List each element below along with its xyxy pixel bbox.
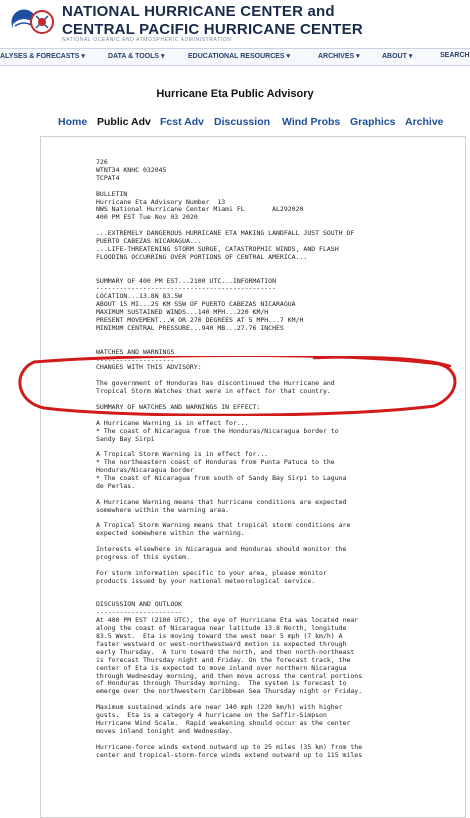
advisory-line: SUMMARY OF 400 PM EST...2100 UTC...INFORMATION [96,276,277,285]
tab-archive[interactable]: Archive [405,116,444,128]
advisory-line: The government of Honduras has discontinued the Hurricane and [96,379,335,388]
tab-public-adv[interactable]: Public Adv [97,116,151,128]
advisory-line: ---------------------------------------------- [96,284,277,293]
advisory-line: DISCUSSION AND OUTLOOK [96,600,183,609]
advisory-line: 400 PM EST Tue Nov 03 2020 [96,213,198,222]
tab-home[interactable]: Home [58,116,88,128]
advisory-line: Tropical Storm Watches that were in effect for that country. [96,387,331,396]
advisory-line: de Perlas. [96,481,136,490]
advisory-line: WATCHES AND WARNINGS [96,347,175,356]
advisory-line: CHANGES WITH THIS ADVISORY: [96,363,202,372]
advisory-line: Honduras/Nicaragua border [96,466,194,475]
advisory-line: ---------------------- [96,608,183,617]
advisory-line: A Tropical Storm Warning means that tropical storm conditions are [96,521,351,530]
advisory-line: MINIMUM CENTRAL PRESSURE...940 MB...27.76 INCHES [96,323,284,332]
nav-search[interactable]: SEARCH [440,52,470,59]
advisory-line: PUERTO CABEZAS NICARAGUA... [96,237,202,245]
advisory-line: somewhere within the warning area. [96,505,230,514]
site-header [0,0,470,44]
advisory-line: ...LIFE-THREATENING STORM SURGE, CATASTROPHIC WINDS, AND FLASH [96,244,339,253]
advisory-line: * The northeastern coast of Honduras from Punta Patuca to the [96,458,335,467]
advisory-line: Interests elsewhere in Nicaragua and Honduras should monitor the [96,545,347,554]
advisory-line: Hurricane-force winds extend outward up to 25 miles (35 km) from the [96,742,363,751]
advisory-line: * The coast of Nicaragua from south of Sandy Bay Sirpi to Laguna [96,474,347,482]
advisory-line: PRESENT MOVEMENT...W OR 270 DEGREES AT 5 MPH...7 KM/H [96,316,304,324]
advisory-line: expected somewhere within the warning. [96,529,245,538]
advisory-line: through Wednesday morning, and then move across the central portions [96,671,363,680]
advisory-line: For storm information specific to your area, please monitor [96,568,327,577]
tab-graphics[interactable]: Graphics [350,116,396,128]
advisory-line: ABOUT 15 MI...25 KM SSW OF PUERTO CABEZAS NICARAGUA [96,300,296,309]
advisory-line: of Honduras through Thursday morning. The system is forecast to [96,679,347,688]
advisory-line: SUMMARY OF WATCHES AND WARNINGS IN EFFECT: [96,402,261,411]
noaa-nws-logo-icon[interactable] [10,2,54,42]
advisory-line: moves inland tonight and Wednesday. [96,726,233,735]
advisory-line: along the coast of Nicaragua near latitude 13.8 North, longitude [96,624,347,633]
advisory-line: A Hurricane Warning means that hurricane conditions are expected [96,497,347,506]
advisory-line: * The coast of Nicaragua from the Honduras/Nicaragua border to [96,426,339,435]
tab-wind-probs[interactable]: Wind Probs [282,116,341,128]
advisory-line: BULLETIN [96,189,128,198]
advisory-line: Hurricane Wind Scale. Rapid weakening should occur as the center [96,718,351,727]
advisory-line: Maximum sustained winds are near 140 mph (220 km/h) with higher [96,703,343,712]
advisory-line: NWS National Hurricane Center Miami FL AL292020 [96,205,304,214]
nav-data-tools[interactable]: DATA & TOOLS ▾ [108,53,165,60]
nav-about[interactable]: ABOUT ▾ [382,53,413,60]
tab-discussion[interactable]: Discussion [214,116,271,128]
advisory-line: MAXIMUM SUSTAINED WINDS...140 MPH...220 KM/H [96,308,269,317]
advisory-line: FLOODING OCCURRING OVER PORTIONS OF CENTRAL AMERICA... [96,252,308,261]
advisory-line: A Hurricane Warning is in effect for... [96,418,249,427]
org-name-line2[interactable]: CENTRAL PACIFIC HURRICANE CENTER [62,21,363,38]
advisory-line: 726 [96,158,108,166]
advisory-line: faster westward or west-northwestward motion is expected through [96,639,347,648]
advisory-line: emerge over the northwestern Caribbean Sea Thursday night or Friday. [96,687,363,696]
advisory-line: A Tropical Storm Warning is in effect for... [96,450,269,459]
advisory-line: -------------------- [96,355,175,364]
advisory-line: progress of this system. [96,553,190,561]
advisory-line: center of Eta is expected to move inland over northern Nicaragua [96,663,347,672]
advisory-line: At 400 PM EST (2100 UTC), the eye of Hurricane Eta was located near [96,616,359,625]
advisory-line: early Thursday. A turn toward the north, and then north-northeast [96,647,355,656]
advisory-line: WTNT34 KNHC 032045 [96,165,167,174]
advisory-line: Sandy Bay Sirpi [96,434,155,443]
advisory-line: products issued by your national meteorological service. [96,576,316,585]
advisory-line: ...EXTREMELY DANGEROUS HURRICANE ETA MAKING LANDFALL JUST SOUTH OF [96,229,355,238]
advisory-line: LOCATION...13.8N 83.5W [96,292,183,301]
nav-educational-resources[interactable]: EDUCATIONAL RESOURCES ▾ [188,53,291,60]
org-name-line1[interactable]: NATIONAL HURRICANE CENTER and [62,3,335,20]
advisory-line: 83.5 West. Eta is moving toward the west near 5 mph (7 km/h) A [96,632,343,640]
advisory-line: gusts. Eta is a category 4 hurricane on the Saffir-Simpson [96,711,327,719]
red-highlight-ellipse [14,356,459,416]
org-subtitle: NATIONAL OCEANIC AND ATMOSPHERIC ADMINISTRATION [62,37,232,43]
top-navigation [0,48,470,66]
advisory-line: TCPAT4 [96,173,120,182]
nav-analyses-forecasts[interactable]: ALYSES & FORECASTS ▾ [0,53,85,60]
page-title: Hurricane Eta Public Advisory [156,88,314,100]
tab-fcst-adv[interactable]: Fcst Adv [160,116,204,128]
product-tabs [0,116,470,132]
advisory-line: center and tropical-storm-force winds extend outward up to 115 miles [96,750,363,759]
advisory-line: is forecast Thursday night and Friday. On the forecast track, the [96,655,351,664]
nav-archives[interactable]: ARCHIVES ▾ [318,53,360,60]
advisory-line: Hurricane Eta Advisory Number 13 [96,197,226,206]
